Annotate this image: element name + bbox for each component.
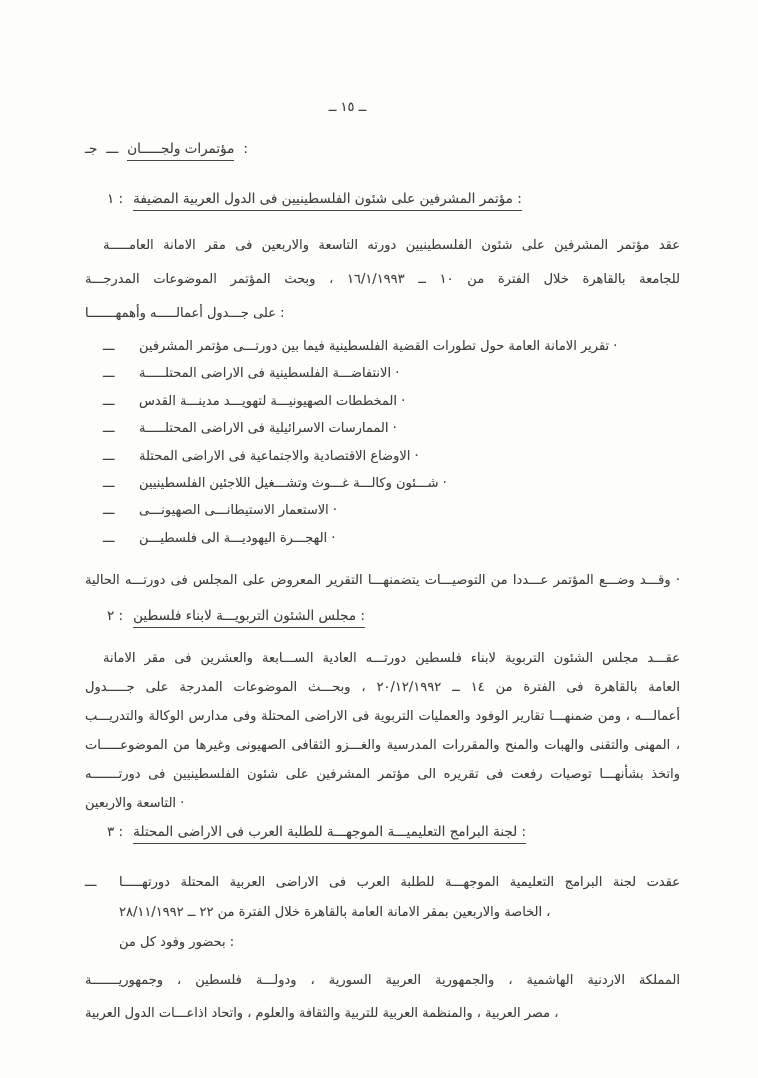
section-c-letter: جـ bbox=[85, 141, 98, 157]
list-dash: ـــ bbox=[103, 503, 115, 519]
section-3-number: ٣ : bbox=[107, 824, 124, 841]
agenda-item-text: الاوضاع الاقتصادية والاجتماعية فى الاراضى المحتلة · bbox=[139, 448, 419, 464]
section-1-closing-line: وقـــد وضـــع المؤتمر عـــددا من التوصيـــات يتضمنهـــا التقرير المعروض على المجلس فى دورتـــه الحالية · bbox=[85, 573, 681, 589]
section-2-title: مجلس الشئون التربويـــة لابناء فلسطين : bbox=[133, 608, 365, 628]
section-c-heading bbox=[85, 141, 680, 161]
agenda-item-text: الاستعمار الاستيطانـــى الصهيونـــى · bbox=[139, 503, 338, 519]
committee-item bbox=[85, 868, 680, 898]
agenda-item-text: الهجـــرة اليهوديـــة الى فلسطيـــن · bbox=[139, 530, 336, 546]
section-3-heading bbox=[107, 824, 680, 844]
agenda-item-text: الانتفاضـــة الفلسطينية فى الاراضى المحتلـــــة · bbox=[139, 366, 400, 382]
paragraph-line: أعمالـــه ، ومن ضمنهـــا تقارير الوفود والعمليات التربوية فى الاراضى المحتلة وفى مدارس الوكالة والتدريـــب bbox=[85, 709, 680, 725]
list-dash: ـــ bbox=[103, 339, 115, 354]
list-dash: ـــ bbox=[103, 448, 115, 464]
section-1-paragraph bbox=[85, 229, 680, 331]
page-number: ــ ١٥ ــ bbox=[328, 100, 367, 115]
section-c-dash: ـــ bbox=[106, 141, 119, 157]
delegation-line: المملكة الاردنية الهاشمية ، والجمهورية العربية السورية ، ودولـــة فلسطين ، وجمهوريـــــــة bbox=[85, 973, 680, 989]
paragraph-line: على جـــدول أعمالـــــه وأهمهـــــــا : bbox=[85, 306, 285, 321]
agenda-item bbox=[103, 443, 680, 470]
section-c-colon: : bbox=[243, 141, 248, 157]
paragraph-line: المهنى والتقنى والهبات والمنح والمقررات المدرسية والغـــزو الثقافى الصهيونى وغيرها من الموضوعـــــات ، bbox=[85, 738, 681, 754]
agenda-item-text: الممارسات الاسرائيلية فى الاراضى المحتلـــــة · bbox=[139, 421, 397, 437]
section-3-title: لجنة البرامج التعليميـــة الموجهـــة للطلبة العرب فى الاراضى المحتلة : bbox=[133, 824, 526, 844]
paragraph-line: عقـــد مجلس الشئون التربوية لابناء فلسطين دورتـــه العادية الســـابعة والعشرين فى مقر الامانة bbox=[103, 651, 680, 667]
agenda-item-text: المخططات الصهيونيـــة لتهويـــد مدينـــة القدس · bbox=[139, 393, 406, 409]
paragraph-line: الخاصة والاربعين بمقر الامانة العامة بالقاهرة خلال الفترة من ٢٢ ــ ٢٨/١١/١٩٩٢ ، bbox=[119, 905, 551, 921]
agenda-item bbox=[103, 470, 680, 497]
section-2-number: ٢ : bbox=[107, 608, 124, 625]
delegations-paragraph bbox=[85, 964, 680, 1030]
list-dash: ـــ bbox=[103, 393, 115, 409]
section-1-title: مؤتمر المشرفين على شئون الفلسطينيين فى الدول العربية المضيفة : bbox=[133, 191, 522, 211]
paragraph-line: واتخذ بشأنهـــا توصيات رفعت فى تقريره الى مؤتمر المشرفين على شئون الفلسطينيين فى دورتـــــــه bbox=[85, 767, 680, 783]
list-dash: ـــ bbox=[103, 366, 115, 382]
section-2-heading bbox=[107, 608, 680, 628]
paragraph-line: التاسعة والاربعين · bbox=[85, 796, 185, 812]
section-1-number: ١ : bbox=[107, 191, 124, 207]
agenda-item-text: تقرير الامانة العامة حول تطورات القضية الفلسطينية فيما بين دورتـــى مؤتمر المشرفين · bbox=[139, 339, 618, 354]
section-3-paragraph bbox=[85, 868, 680, 958]
list-dash: ـــ bbox=[103, 530, 115, 546]
agenda-item bbox=[103, 415, 680, 442]
section-c-title: مؤتمرات ولجـــــان bbox=[127, 141, 234, 161]
list-dash: ـــ bbox=[103, 421, 115, 437]
list-dash: ـــ bbox=[85, 875, 97, 891]
agenda-item bbox=[103, 388, 680, 415]
agenda-item bbox=[103, 360, 680, 387]
section-1-heading bbox=[107, 191, 680, 211]
paragraph-line: عقدت لجنة البرامج التعليمية الموجهـــة للطلبة العرب فى الاراضى العربية المحتلة دورتهـــــا bbox=[119, 875, 680, 891]
section-2-paragraph bbox=[85, 644, 680, 818]
agenda-item-text: شـــئون وكالـــة غـــوث وتشـــغيل اللاجئين الفلسطينيين · bbox=[139, 476, 447, 492]
delegation-line: مصر العربية ، والمنظمة العربية للتربية والثقافة والعلوم ، واتحاد اذاعـــات الدول العربية ، bbox=[85, 1006, 559, 1022]
paragraph-line: عقد مؤتمر المشرفين على شئون الفلسطينيين دورته التاسعة والاربعين فى مقر الامانة العامـــــة bbox=[103, 238, 680, 253]
paragraph-line: بحضور وفود كل من : bbox=[119, 935, 235, 951]
agenda-item bbox=[103, 497, 680, 524]
agenda-item bbox=[103, 333, 680, 360]
list-dash: ـــ bbox=[103, 476, 115, 492]
agenda-item bbox=[103, 525, 680, 552]
agenda-list bbox=[103, 333, 680, 552]
paragraph-line: العامة بالقاهرة فى الفترة من ١٤ ــ ٢٠/١٢/١٩٩٢ ، وبحـــث الموضوعات المدرجة على جـــــدول bbox=[85, 680, 681, 696]
paragraph-line: للجامعة بالقاهرة خلال الفترة من ١٠ ــ ١٦/١/١٩٩٣ ، وبحث المؤتمر الموضوعات المدرجـــة bbox=[85, 272, 680, 287]
